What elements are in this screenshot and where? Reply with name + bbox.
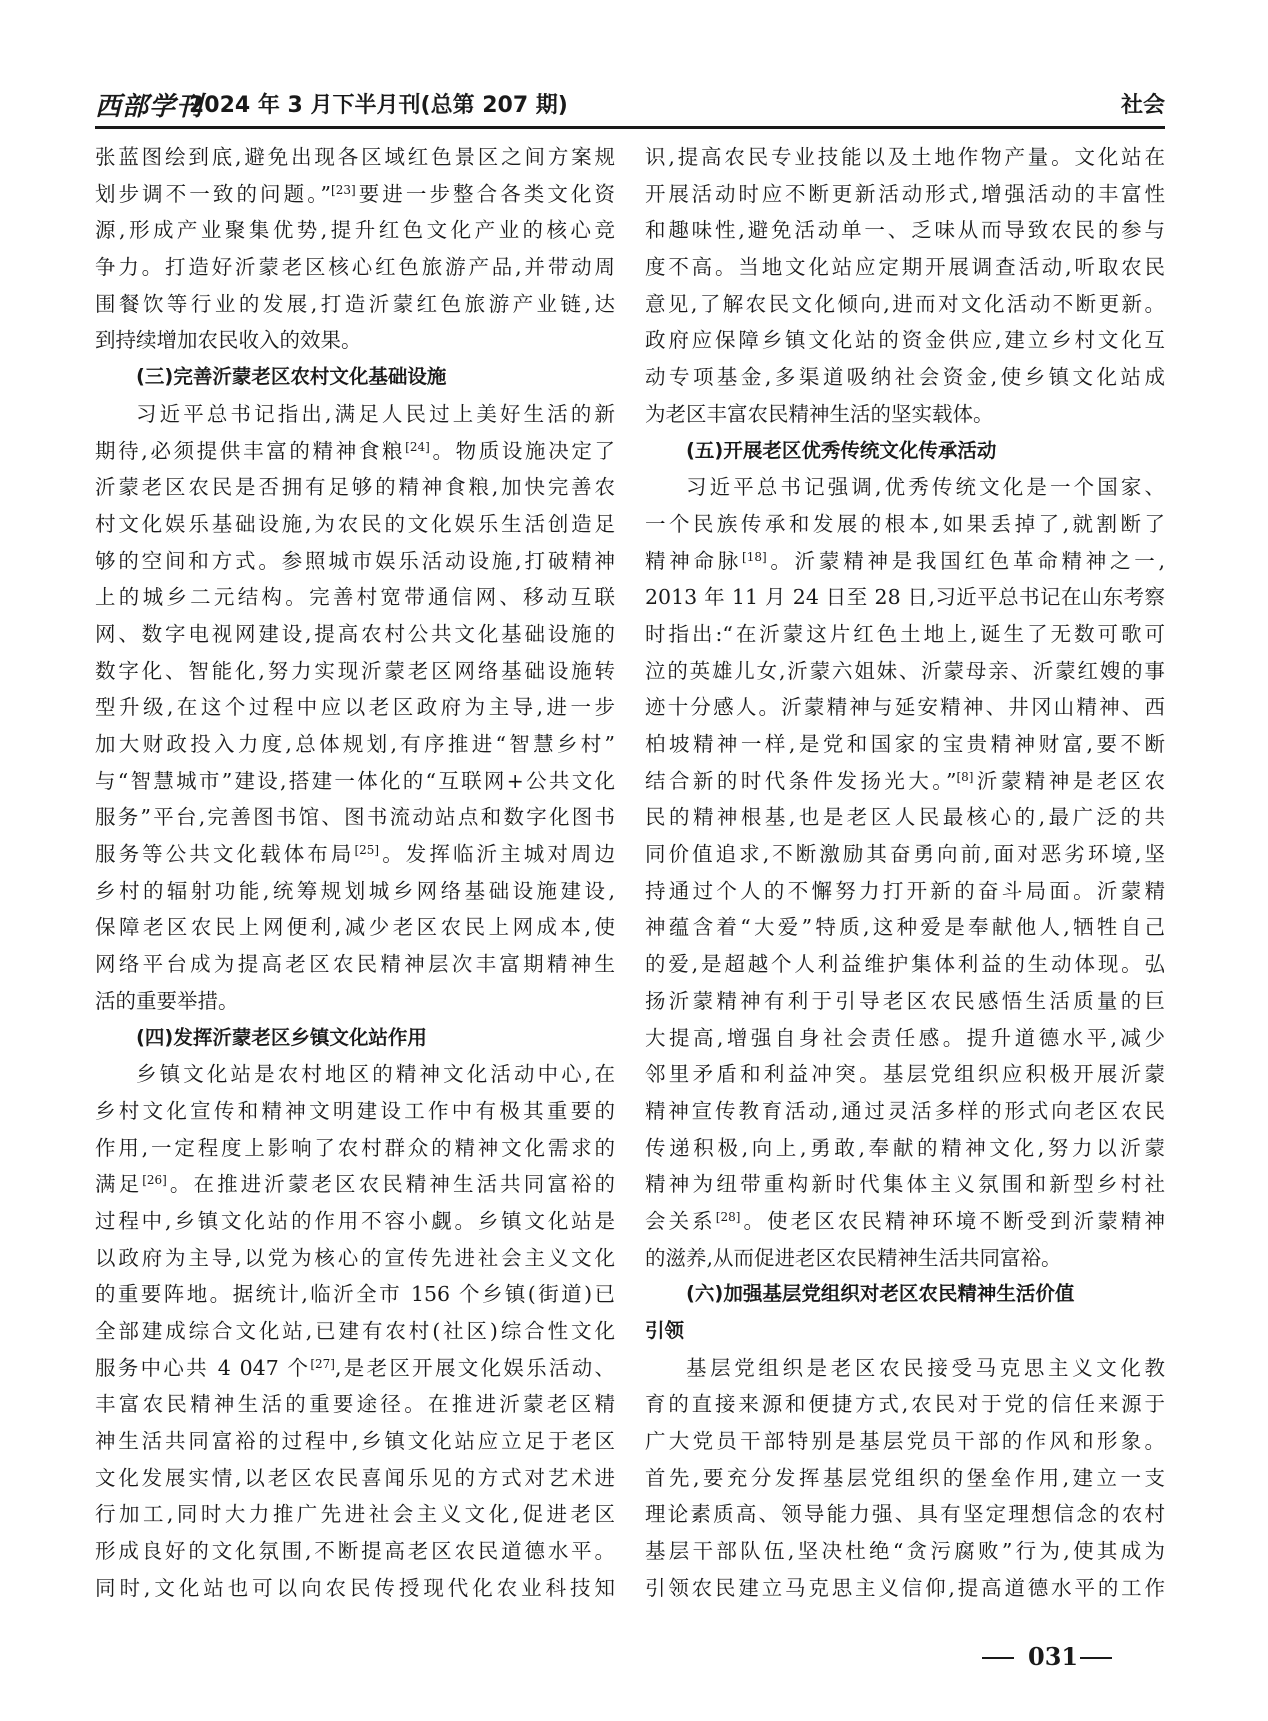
- citation-ref: [28]: [715, 1209, 741, 1224]
- text-line: [95, 1130, 615, 1167]
- text-line: [645, 176, 1165, 213]
- text-line: [645, 1496, 1165, 1533]
- citation-ref: [24]: [405, 439, 430, 454]
- text-line: [95, 1276, 615, 1313]
- text-line: [95, 1240, 615, 1277]
- text-line: [95, 433, 615, 470]
- text-line: [95, 322, 615, 359]
- line-text: 网络平台成为提高老区农民精神层次丰富期精神生: [95, 952, 615, 977]
- text-line: [95, 836, 615, 873]
- issue-info: 2024 年 3 月下半月刊(总第 207 期): [189, 93, 568, 118]
- page-number: 031: [1028, 1642, 1079, 1671]
- line-text: 。沂蒙精神是我国红色革命精神之一,: [766, 548, 1165, 573]
- text-line: [645, 616, 1165, 653]
- text-line: [645, 359, 1165, 396]
- line-text: 到持续增加农民收入的效果。: [95, 328, 362, 353]
- line-text: 会关系: [645, 1208, 716, 1233]
- line-text: 柏坡精神一样,是党和国家的宝贵精神财富,要不断: [645, 732, 1165, 756]
- line-text: 大提高,增强自身社会责任感。提升道德水平,减少: [645, 1025, 1165, 1050]
- line-text: 乡镇文化站是农村地区的精神文化活动中心,在: [136, 1062, 615, 1087]
- line-text: 满足: [95, 1172, 143, 1197]
- text-line: [645, 1533, 1165, 1570]
- text-line: [95, 286, 615, 323]
- text-line: [95, 909, 615, 946]
- text-line: [645, 1203, 1165, 1240]
- text-line: [95, 543, 615, 580]
- line-text: 基层干部队伍,坚决杜绝“贪污腐败”行为,使其成为: [645, 1539, 1165, 1564]
- line-text: 源,形成产业聚集优势,提升红色文化产业的核心竞: [95, 218, 615, 243]
- text-line: [95, 689, 615, 726]
- line-text: 引领: [645, 1319, 685, 1342]
- line-text: 动专项基金,多渠道吸纳社会资金,使乡镇文化站成: [645, 365, 1165, 390]
- text-line: [645, 653, 1165, 690]
- text-line: [645, 1460, 1165, 1497]
- line-text: 期待,必须提供丰富的精神食粮: [95, 438, 406, 463]
- text-line: [645, 286, 1165, 323]
- line-text: 服务”平台,完善图书馆、图书流动站点和数字化图书: [95, 805, 615, 830]
- text-line: [645, 1130, 1165, 1167]
- line-text: 。物质设施决定了: [429, 438, 615, 463]
- text-line: [645, 543, 1165, 580]
- page-number-dash-left: [982, 1657, 1014, 1659]
- line-text: 。使老区农民精神环境不断受到沂蒙精神: [740, 1208, 1165, 1233]
- paragraph-first-line: [645, 1350, 1165, 1387]
- line-text: 神蕴含着“大爱”特质,这种爱是奉献他人,牺牲自己: [645, 915, 1165, 940]
- text-line: [95, 212, 615, 249]
- text-line: [645, 1240, 1165, 1277]
- text-line: [645, 1166, 1165, 1203]
- text-line: [95, 799, 615, 836]
- section-heading: [645, 1313, 1165, 1350]
- text-line: [95, 873, 615, 910]
- line-text: 基层党组织是老区农民接受马克思主义文化教: [686, 1355, 1165, 1380]
- text-line: [645, 139, 1165, 176]
- line-text: 上的城乡二元结构。完善村宽带通信网、移动互联: [95, 585, 615, 610]
- line-text: 精神命脉: [645, 548, 743, 573]
- text-line: [95, 1350, 615, 1387]
- text-line: [645, 1570, 1165, 1607]
- line-text: 服务中心共 4 047 个: [95, 1355, 311, 1380]
- line-text: 网、数字电视网建设,提高农村公共文化基础设施的: [95, 621, 615, 646]
- line-text: 沂蒙老区农民是否拥有足够的精神食粮,加快完善农: [95, 475, 615, 500]
- line-text: 2013 年 11 月 24 日至 28 日,习近平总书记在山东考察: [645, 585, 1165, 610]
- journal-name: 西部学刊: [95, 92, 204, 122]
- text-line: [645, 873, 1165, 910]
- text-line: [645, 983, 1165, 1020]
- line-text: 一个民族传承和发展的根本,如果丢掉了,就割断了: [645, 511, 1165, 536]
- text-line: [95, 1093, 615, 1130]
- line-text: (六)加强基层党组织对老区农民精神生活价值: [686, 1282, 1075, 1306]
- paragraph-first-line: [95, 396, 615, 433]
- line-text: 丰富农民精神生活的重要途径。在推进沂蒙老区精: [95, 1392, 615, 1417]
- citation-ref: [26]: [142, 1173, 167, 1188]
- line-text: 文化发展实情,以老区农民喜闻乐见的方式对艺术进: [95, 1465, 615, 1490]
- line-text: 的滋养,从而促进老区农民精神生活共同富裕。: [645, 1245, 1062, 1270]
- line-text: 的爱,是超越个人利益维护集体利益的生动体现。弘: [645, 952, 1165, 977]
- line-text: 精神宣传教育活动,通过灵活多样的形式向老区农民: [645, 1098, 1165, 1123]
- line-text: 民的精神根基,也是老区人民最核心的,最广泛的共: [645, 805, 1165, 830]
- line-text: 同价值追求,不断激励其奋勇向前,面对恶劣环境,坚: [645, 842, 1165, 867]
- line-text: 迹十分感人。沂蒙精神与延安精神、井冈山精神、西: [645, 695, 1165, 720]
- text-line: [95, 1203, 615, 1240]
- line-text: 政府应保障乡镇文化站的资金供应,建立乡村文化互: [645, 328, 1165, 353]
- text-line: [645, 799, 1165, 836]
- text-line: [645, 689, 1165, 726]
- line-text: ,是老区开展文化娱乐活动、: [334, 1355, 615, 1380]
- section-heading: [645, 1276, 1165, 1313]
- section-heading: [645, 433, 1165, 470]
- line-text: 时指出:“在沂蒙这片红色土地上,诞生了无数可歌可: [645, 621, 1165, 646]
- text-line: [95, 176, 615, 213]
- text-line: [645, 836, 1165, 873]
- line-text: 理论素质高、领导能力强、具有坚定理想信念的农村: [645, 1502, 1165, 1527]
- text-line: [95, 1570, 615, 1607]
- citation-ref: [23]: [331, 182, 356, 197]
- paragraph-first-line: [95, 1056, 615, 1093]
- line-text: 形成良好的文化氛围,不断提高老区农民道德水平。: [95, 1539, 615, 1564]
- left-column: [95, 139, 615, 1607]
- text-line: [95, 139, 615, 176]
- line-text: (三)完善沂蒙老区农村文化基础设施: [136, 365, 447, 389]
- line-text: 以政府为主导,以党为核心的宣传先进社会主义文化: [95, 1245, 615, 1270]
- line-text: 持通过个人的不懈努力打开新的奋斗局面。沂蒙精: [645, 878, 1165, 903]
- citation-ref: [18]: [742, 549, 767, 564]
- line-text: 活的重要举措。: [95, 988, 239, 1013]
- line-text: 首先,要充分发挥基层党组织的堡垒作用,建立一支: [645, 1465, 1165, 1490]
- page-number-dash-right: [1080, 1657, 1112, 1659]
- text-line: [95, 1166, 615, 1203]
- line-text: 争力。打造好沂蒙老区核心红色旅游产品,并带动周: [95, 255, 615, 280]
- text-line: [645, 579, 1165, 616]
- line-text: 精神为纽带重构新时代集体主义氛围和新型乡村社: [645, 1172, 1165, 1197]
- line-text: 习近平总书记强调,优秀传统文化是一个国家、: [686, 475, 1165, 500]
- line-text: 同时,文化站也可以向农民传授现代化农业科技知: [95, 1575, 615, 1600]
- line-text: 型升级,在这个过程中应以老区政府为主导,进一步: [95, 695, 615, 720]
- text-line: [95, 249, 615, 286]
- text-line: [645, 1423, 1165, 1460]
- line-text: 邻里矛盾和利益冲突。基层党组织应积极开展沂蒙: [645, 1062, 1165, 1087]
- line-text: 张蓝图绘到底,避免出现各区域红色景区之间方案规: [95, 145, 615, 169]
- line-text: 保障老区农民上网便利,减少老区农民上网成本,使: [95, 915, 615, 940]
- line-text: 乡村文化宣传和精神文明建设工作中有极其重要的: [95, 1098, 615, 1123]
- line-text: 划步调不一致的问题。”: [95, 181, 332, 206]
- line-text: 为老区丰富农民精神生活的坚实载体。: [645, 401, 994, 426]
- line-text: 够的空间和方式。参照城市娱乐活动设施,打破精神: [95, 548, 615, 573]
- text-line: [645, 1386, 1165, 1423]
- page-header: [95, 86, 1165, 122]
- line-text: 结合新的时代条件发扬光大。”: [645, 768, 957, 793]
- citation-ref: [25]: [354, 843, 380, 858]
- line-text: 度不高。当地文化站应定期开展调查活动,听取农民: [645, 255, 1165, 280]
- text-line: [95, 653, 615, 690]
- line-text: 习近平总书记指出,满足人民过上美好生活的新: [136, 401, 615, 426]
- text-line: [645, 506, 1165, 543]
- line-text: 沂蒙精神是老区农: [973, 768, 1165, 793]
- text-line: [95, 1533, 615, 1570]
- section-label: 社会: [1120, 93, 1165, 118]
- line-text: 泣的英雄儿女,沂蒙六姐妹、沂蒙母亲、沂蒙红嫂的事: [645, 658, 1165, 683]
- text-line: [645, 1093, 1165, 1130]
- text-line: [645, 212, 1165, 249]
- line-text: 。发挥临沂主城对周边: [379, 842, 615, 867]
- text-line: [645, 1020, 1165, 1057]
- text-line: [95, 1496, 615, 1533]
- line-text: 行加工,同时大力推广先进社会主义文化,促进老区: [95, 1502, 615, 1527]
- text-line: [645, 909, 1165, 946]
- text-line: [95, 506, 615, 543]
- text-line: [95, 983, 615, 1020]
- line-text: 。在推进沂蒙老区农民精神生活共同富裕的: [166, 1172, 615, 1197]
- line-text: 开展活动时应不断更新活动形式,增强活动的丰富性: [645, 181, 1165, 206]
- paragraph-first-line: [645, 469, 1165, 506]
- line-text: 数字化、智能化,努力实现沂蒙老区网络基础设施转: [95, 658, 615, 683]
- line-text: 过程中,乡镇文化站的作用不容小觑。乡镇文化站是: [95, 1208, 615, 1233]
- line-text: 的重要阵地。据统计,临沂全市 156 个乡镇(街道)已: [95, 1282, 615, 1307]
- line-text: 识,提高农民专业技能以及土地作物产量。文化站在: [645, 145, 1165, 169]
- line-text: 围餐饮等行业的发展,打造沂蒙红色旅游产业链,达: [95, 291, 615, 316]
- text-line: [95, 1313, 615, 1350]
- text-line: [645, 1056, 1165, 1093]
- text-line: [95, 726, 615, 763]
- text-line: [645, 726, 1165, 763]
- line-text: 神生活共同富裕的过程中,乡镇文化站应立足于老区: [95, 1429, 615, 1454]
- line-text: 传递积极,向上,勇敢,奉献的精神文化,努力以沂蒙: [645, 1135, 1165, 1160]
- line-text: 意见,了解农民文化倾向,进而对文化活动不断更新。: [645, 291, 1165, 316]
- line-text: 与“智慧城市”建设,搭建一体化的“互联网+公共文化: [95, 768, 615, 793]
- line-text: 全部建成综合文化站,已建有农村(社区)综合性文化: [95, 1319, 615, 1343]
- text-line: [95, 469, 615, 506]
- text-line: [95, 763, 615, 800]
- line-text: 广大党员干部特别是基层党员干部的作风和形象。: [645, 1429, 1165, 1454]
- line-text: 乡村的辐射功能,统筹规划城乡网络基础设施建设,: [95, 878, 615, 903]
- line-text: 服务等公共文化载体布局: [95, 842, 355, 867]
- line-text: (五)开展老区优秀传统文化传承活动: [686, 438, 997, 462]
- text-line: [95, 1386, 615, 1423]
- citation-ref: [27]: [310, 1356, 335, 1371]
- right-column: [645, 139, 1165, 1607]
- line-text: 扬沂蒙精神有利于引导老区农民感悟生活质量的巨: [645, 988, 1165, 1013]
- header-rule: [95, 126, 1165, 129]
- text-line: [95, 946, 615, 983]
- section-heading: [95, 1020, 615, 1057]
- line-text: 育的直接来源和便捷方式,农民对于党的信任来源于: [645, 1392, 1165, 1417]
- text-line: [95, 579, 615, 616]
- line-text: 引领农民建立马克思主义信仰,提高道德水平的工作: [645, 1575, 1165, 1600]
- text-line: [645, 396, 1165, 433]
- text-line: [645, 322, 1165, 359]
- section-heading: [95, 359, 615, 396]
- line-text: 加大财政投入力度,总体规划,有序推进“智慧乡村”: [95, 732, 615, 756]
- line-text: 作用,一定程度上影响了农村群众的精神文化需求的: [95, 1135, 615, 1160]
- text-line: [645, 249, 1165, 286]
- text-line: [95, 1423, 615, 1460]
- text-line: [95, 616, 615, 653]
- text-line: [645, 946, 1165, 983]
- line-text: (四)发挥沂蒙老区乡镇文化站作用: [136, 1025, 427, 1049]
- text-line: [95, 1460, 615, 1497]
- line-text: 和趣味性,避免活动单一、乏味从而导致农民的参与: [645, 218, 1165, 243]
- line-text: 要进一步整合各类文化资: [355, 181, 615, 206]
- text-line: [645, 763, 1165, 800]
- citation-ref: [8]: [956, 769, 974, 784]
- line-text: 村文化娱乐基础设施,为农民的文化娱乐生活创造足: [95, 511, 615, 536]
